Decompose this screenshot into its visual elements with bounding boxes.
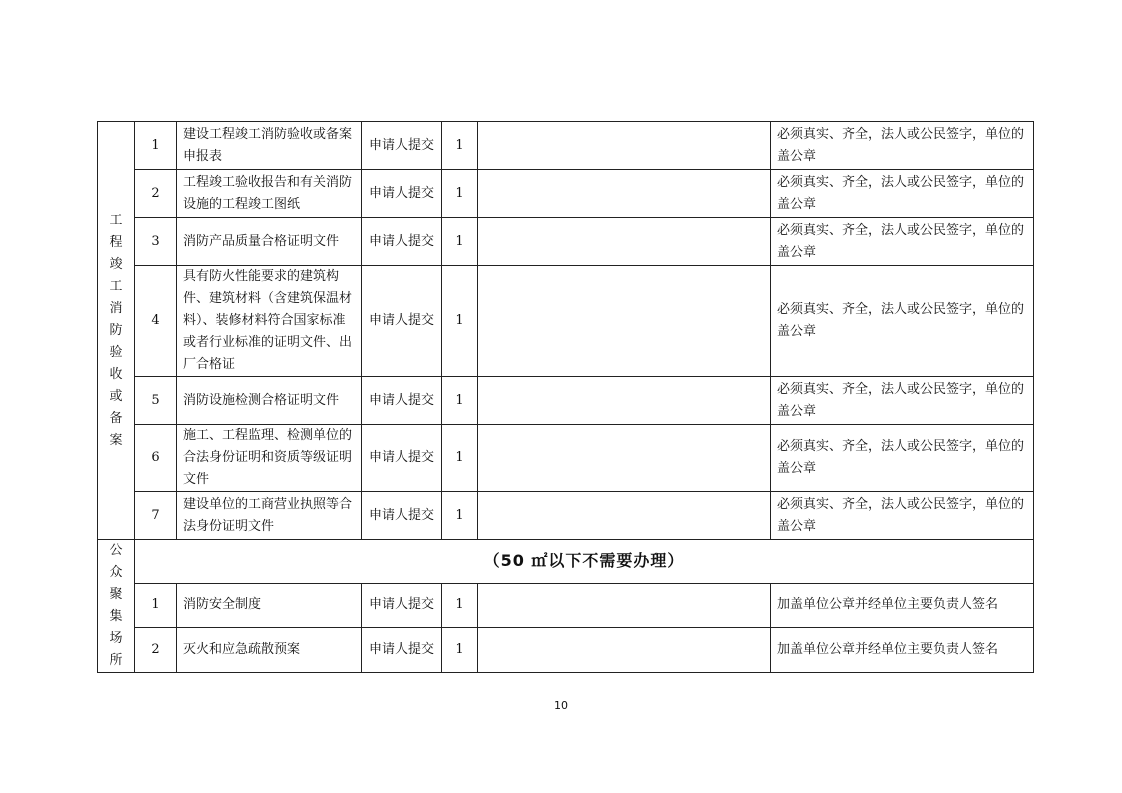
blank-cell [478, 492, 771, 540]
section-banner: （50 ㎡以下不需要办理） [135, 540, 1034, 584]
blank-cell [478, 583, 771, 628]
row-number: 2 [135, 628, 177, 673]
material-source: 申请人提交 [362, 377, 442, 425]
row-number: 6 [135, 425, 177, 492]
material-source: 申请人提交 [362, 425, 442, 492]
table-row [98, 425, 1034, 492]
material-note: 必须真实、齐全，法人或公民签字，单位的盖公章 [771, 170, 1034, 218]
material-name: 消防安全制度 [177, 583, 362, 628]
material-note: 必须真实、齐全，法人或公民签字，单位的盖公章 [771, 377, 1034, 425]
row-number: 1 [135, 583, 177, 628]
blank-cell [478, 218, 771, 266]
material-source: 申请人提交 [362, 492, 442, 540]
row-number: 7 [135, 492, 177, 540]
material-source: 申请人提交 [362, 122, 442, 170]
material-note: 必须真实、齐全，法人或公民签字，单位的盖公章 [771, 425, 1034, 492]
table-row [98, 492, 1034, 540]
blank-cell [478, 377, 771, 425]
row-number: 5 [135, 377, 177, 425]
material-name: 建设工程竣工消防验收或备案申报表 [177, 122, 362, 170]
table-row [98, 122, 1034, 170]
material-name: 施工、工程监理、检测单位的合法身份证明和资质等级证明文件 [177, 425, 362, 492]
requirements-table [97, 121, 1034, 673]
table-row [98, 266, 1034, 377]
category-cell-acceptance: 工程竣工消防验收或备案 [98, 122, 135, 540]
material-source: 申请人提交 [362, 583, 442, 628]
table-row [98, 628, 1034, 673]
row-number: 3 [135, 218, 177, 266]
material-name: 建设单位的工商营业执照等合法身份证明文件 [177, 492, 362, 540]
copy-count: 1 [442, 425, 478, 492]
material-name: 工程竣工验收报告和有关消防设施的工程竣工图纸 [177, 170, 362, 218]
material-note: 加盖单位公章并经单位主要负责人签名 [771, 628, 1034, 673]
table-row [98, 540, 1034, 584]
material-name: 灭火和应急疏散预案 [177, 628, 362, 673]
material-note: 必须真实、齐全，法人或公民签字，单位的盖公章 [771, 122, 1034, 170]
copy-count: 1 [442, 583, 478, 628]
material-note: 加盖单位公章并经单位主要负责人签名 [771, 583, 1034, 628]
copy-count: 1 [442, 492, 478, 540]
blank-cell [478, 628, 771, 673]
copy-count: 1 [442, 218, 478, 266]
blank-cell [478, 170, 771, 218]
table-row [98, 583, 1034, 628]
table-row [98, 377, 1034, 425]
material-note: 必须真实、齐全，法人或公民签字，单位的盖公章 [771, 492, 1034, 540]
copy-count: 1 [442, 170, 478, 218]
material-note: 必须真实、齐全，法人或公民签字，单位的盖公章 [771, 218, 1034, 266]
material-source: 申请人提交 [362, 628, 442, 673]
copy-count: 1 [442, 266, 478, 377]
material-source: 申请人提交 [362, 170, 442, 218]
row-number: 4 [135, 266, 177, 377]
row-number: 1 [135, 122, 177, 170]
table-row [98, 170, 1034, 218]
blank-cell [478, 122, 771, 170]
category-cell-public-venue: 公众聚集场所 [98, 540, 135, 673]
copy-count: 1 [442, 628, 478, 673]
material-note: 必须真实、齐全，法人或公民签字，单位的盖公章 [771, 266, 1034, 377]
material-name: 消防设施检测合格证明文件 [177, 377, 362, 425]
copy-count: 1 [442, 377, 478, 425]
page-number: 10 [554, 699, 568, 712]
blank-cell [478, 266, 771, 377]
blank-cell [478, 425, 771, 492]
copy-count: 1 [442, 122, 478, 170]
material-source: 申请人提交 [362, 218, 442, 266]
table-row [98, 218, 1034, 266]
row-number: 2 [135, 170, 177, 218]
material-name: 具有防火性能要求的建筑构件、建筑材料（含建筑保温材料）、装修材料符合国家标准或者行业标准的证明文件、出厂合格证 [177, 266, 362, 377]
material-source: 申请人提交 [362, 266, 442, 377]
material-name: 消防产品质量合格证明文件 [177, 218, 362, 266]
